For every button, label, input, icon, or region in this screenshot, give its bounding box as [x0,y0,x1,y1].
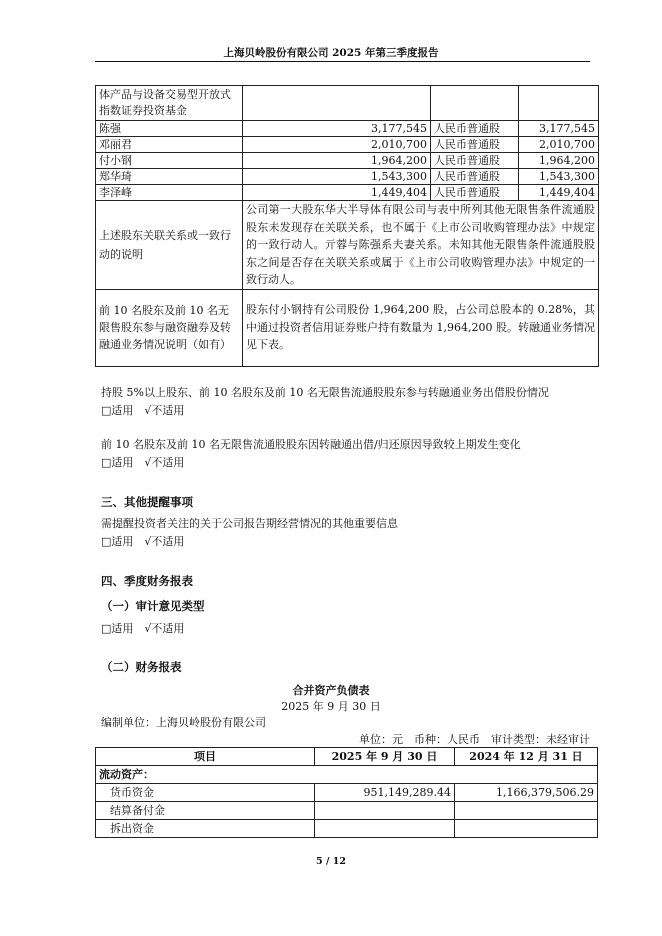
line-item: 拆出资金 [96,820,315,838]
relation-label: 上述股东关联关系或一致行动的说明 [96,201,243,290]
current-assets-label: 流动资产： [96,766,598,784]
margin-text: 股东付小钢持有公司股份 1,964,200 股，占公司总股本的 0.28%，其中通过投资者信用证券账户持有数量为 1,964,200 股。转融通业务情况见下表。 [243,289,599,366]
table-row [96,289,599,366]
header-divider [95,61,590,62]
shareholder-qty: 1,964,200 [243,153,431,169]
shareholder-name: 李泽峰 [96,185,243,201]
line-item: 货币资金 [96,784,315,802]
audit-opinion-title: （一）审计意见类型 [101,599,205,613]
section-4-title: 四、季度财务报表 [101,574,193,588]
margin-label: 前 10 名股东及前 10 名无限售股东参与融资融券及转融通业务情况说明（如有） [96,289,243,366]
share-amount: 1,964,200 [519,153,599,169]
current-value [315,820,455,838]
section-3-text: 需提醒投资者关注的关于公司报告期经营情况的其他重要信息 [101,517,398,530]
share-amount: 1,449,404 [519,185,599,201]
table-row [96,153,599,169]
current-value: 951,149,289.44 [315,784,455,802]
lending-applicability: □适用 √不适用 [101,404,185,417]
audit-opinion-applicability: □适用 √不适用 [101,622,185,635]
unit-currency-audit: 单位：元 币种：人民币 审计类型：未经审计 [359,733,590,746]
prior-value: 1,166,379,506.29 [455,784,598,802]
table-row [96,185,599,201]
column-header: 项目 [96,748,315,766]
table-row [96,784,598,802]
relation-text: 公司第一大股东华大半导体有限公司与表中所列其他无限售条件流通股股东未发现存在关联关系，也不属于《上市公司收购管理办法》中规定的一致行动人。亓蓉与陈强系夫妻关系。未知其他无限售条件流通股股东之间是否存在关联关系或属于《上市公司收购管理办法》中规定的一致行动人。 [243,201,599,290]
shareholder-name: 陈强 [96,121,243,137]
change-statement: 前 10 名股东及前 10 名无限售流通股股东因转融通出借/归还原因导致较上期发生变化 [101,438,521,451]
column-header: 2025 年 9 月 30 日 [315,748,455,766]
table-row [96,86,599,121]
column-header: 2024 年 12 月 31 日 [455,748,598,766]
share-type: 人民币普通股 [431,169,519,185]
page-number: 5 / 12 [316,856,346,867]
shareholder-name: 郑华琦 [96,169,243,185]
table-header-row [96,748,598,766]
prior-value [455,802,598,820]
financial-statements-title: （二）财务报表 [101,660,182,674]
section-3-applicability: □适用 √不适用 [101,535,185,548]
share-type: 人民币普通股 [431,153,519,169]
prior-value [455,820,598,838]
share-amount: 2,010,700 [519,137,599,153]
share-type: 人民币普通股 [431,137,519,153]
table-row [96,121,599,137]
shareholder-qty: 3,177,545 [243,121,431,137]
report-header-title: 上海贝岭股份有限公司 2025 年第三季度报告 [223,47,439,59]
table-row [96,820,598,838]
share-type: 人民币普通股 [431,121,519,137]
preparer-company: 编制单位：上海贝岭股份有限公司 [101,716,266,729]
shareholder-qty: 2,010,700 [243,137,431,153]
shareholder-table [95,85,599,367]
shareholder-qty: 1,449,404 [243,185,431,201]
section-3-title: 三、其他提醒事项 [101,495,193,509]
line-item: 结算备付金 [96,802,315,820]
lending-statement: 持股 5%以上股东、前 10 名股东及前 10 名无限售流通股股东参与转融通业务出借股份情况 [101,386,549,399]
share-type: 人民币普通股 [431,185,519,201]
table-row [96,201,599,290]
change-applicability: □适用 √不适用 [101,456,185,469]
share-amount: 3,177,545 [519,121,599,137]
table-row [96,137,599,153]
table-row [96,169,599,185]
shareholder-name: 付小钢 [96,153,243,169]
table-row [96,802,598,820]
table-row [96,766,598,784]
balance-sheet-date: 2025 年 9 月 30 日 [281,700,381,713]
shareholder-name: 邓丽君 [96,137,243,153]
shareholder-qty: 1,543,300 [243,169,431,185]
balance-sheet-table [95,747,598,838]
fund-name-cell: 体产品与设备交易型开放式指数证券投资基金 [96,86,243,121]
share-amount: 1,543,300 [519,169,599,185]
current-value [315,802,455,820]
balance-sheet-title: 合并资产负债表 [292,684,370,697]
